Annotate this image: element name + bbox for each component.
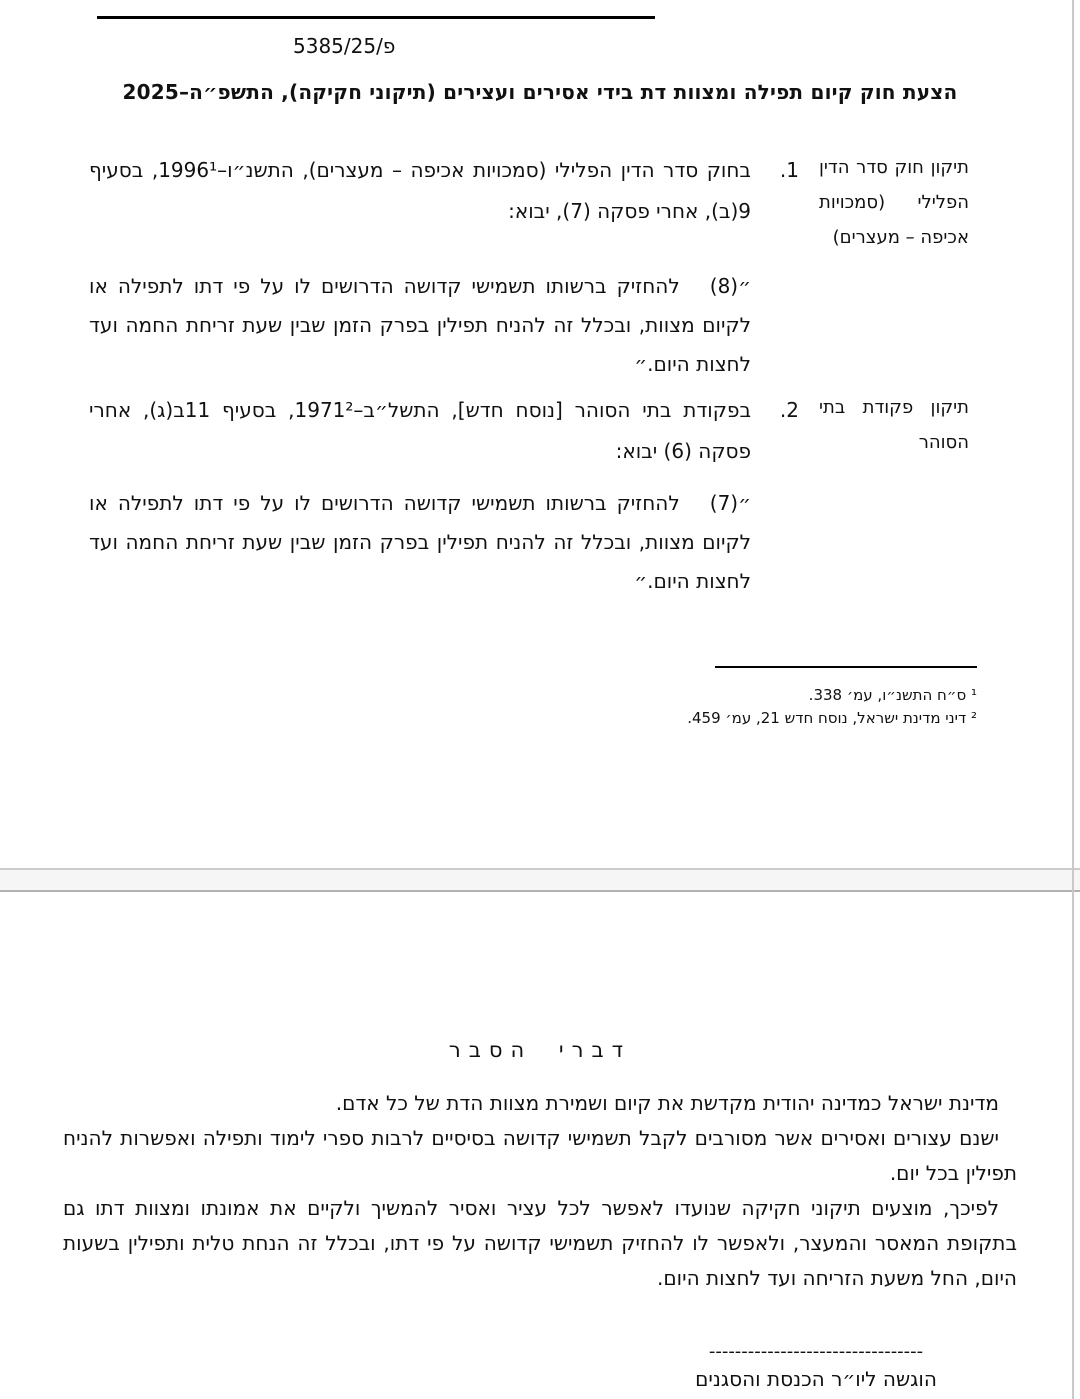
submitted-to-speaker-line: הוגשה ליו״ר הכנסת והסגנים (695, 1367, 937, 1391)
explanatory-paragraph-2: ישנם עצורים ואסירים אשר מסורבים לקבל תשמישי קדושה בסיסיים לרבות ספרי לימוד ותפילה ואפשרות להניח תפילין בכל יום. (63, 1126, 1017, 1185)
header-rule (97, 16, 655, 19)
inserted-paragraph-7: ״(7) להחזיק ברשותו תשמישי קדושה הדרושים לו על פי דתו לתפילה או לקיום מצוות, ובכלל זה להניח תפילין בפרק הזמן שבין שעת זריחת החמה ועד לחצות היום.״ (89, 491, 751, 593)
section-body-2: בפקודת בתי הסוהר [נוסח חדש], התשל״ב–1971², בסעיף 11ב(ג), אחרי פסקה (6) יבוא: (89, 398, 751, 463)
section-row-2 (89, 390, 969, 472)
section-row-1 (89, 150, 969, 255)
section-number-1: 1. (779, 158, 799, 182)
submission-block (691, 1341, 941, 1395)
margin-note-1: תיקון חוק סדר הדין הפלילי (סמכויות אכיפה – מעצרים) (819, 157, 969, 248)
footnote-separator-rule (715, 666, 977, 668)
bill-title: הצעת חוק קיום תפילה ומצוות דת בידי אסירים ועצירים (תיקוני חקיקה), התשפ״ה–2025 (122, 80, 958, 104)
footnotes (0, 666, 977, 730)
explanatory-paragraph-1: מדינת ישראל כמדינה יהודית מקדשת את קיום ושמירת מצוות הדת של כל אדם. (335, 1091, 999, 1115)
explanatory-heading: דברי הסבר (448, 1038, 632, 1062)
bill-number: פ/5385/25 (293, 34, 396, 58)
page-right-edge-line (1072, 0, 1074, 1399)
explanatory-paragraph-3: לפיכך, מוצעים תיקוני חקיקה שנועדו לאפשר לכל עציר ואסיר להמשיך ולקיים את אמונתו ומצוות דתו גם בתקופת המאסר והמעצר, ולאפשר לו להחזיק תשמישי קדושה על פי דתו, ובכלל זה הנחת טלית ותפילין בשעות היום, החל משעת הזריחה ועד לחצות היום. (63, 1196, 1017, 1290)
section-number-2: 2. (779, 398, 799, 422)
page-separator (0, 868, 1080, 892)
footnote-1: ¹ ס״ח התשנ״ו, עמ׳ 338. (808, 686, 977, 704)
inserted-paragraph-8: ״(8) להחזיק ברשותו תשמישי קדושה הדרושים לו על פי דתו לתפילה או לקיום מצוות, ובכלל זה להניח תפילין בפרק הזמן שבין שעת זריחת החמה ועד לחצות היום.״ (89, 274, 751, 376)
signature-dashed-line: --------------------------------- (708, 1341, 924, 1362)
margin-note-2: תיקון פקודת בתי הסוהר (819, 397, 969, 453)
bill-sections (89, 150, 969, 605)
footnote-2: ² דיני מדינת ישראל, נוסח חדש 21, עמ׳ 459. (687, 709, 977, 727)
section-body-1: בחוק סדר הדין הפלילי (סמכויות אכיפה – מעצרים), התשנ״ו–1996¹, בסעיף 9(ב), אחרי פסקה (7), יבוא: (89, 158, 751, 223)
explanatory-page (0, 892, 1080, 1399)
explanatory-text (63, 1086, 1017, 1296)
